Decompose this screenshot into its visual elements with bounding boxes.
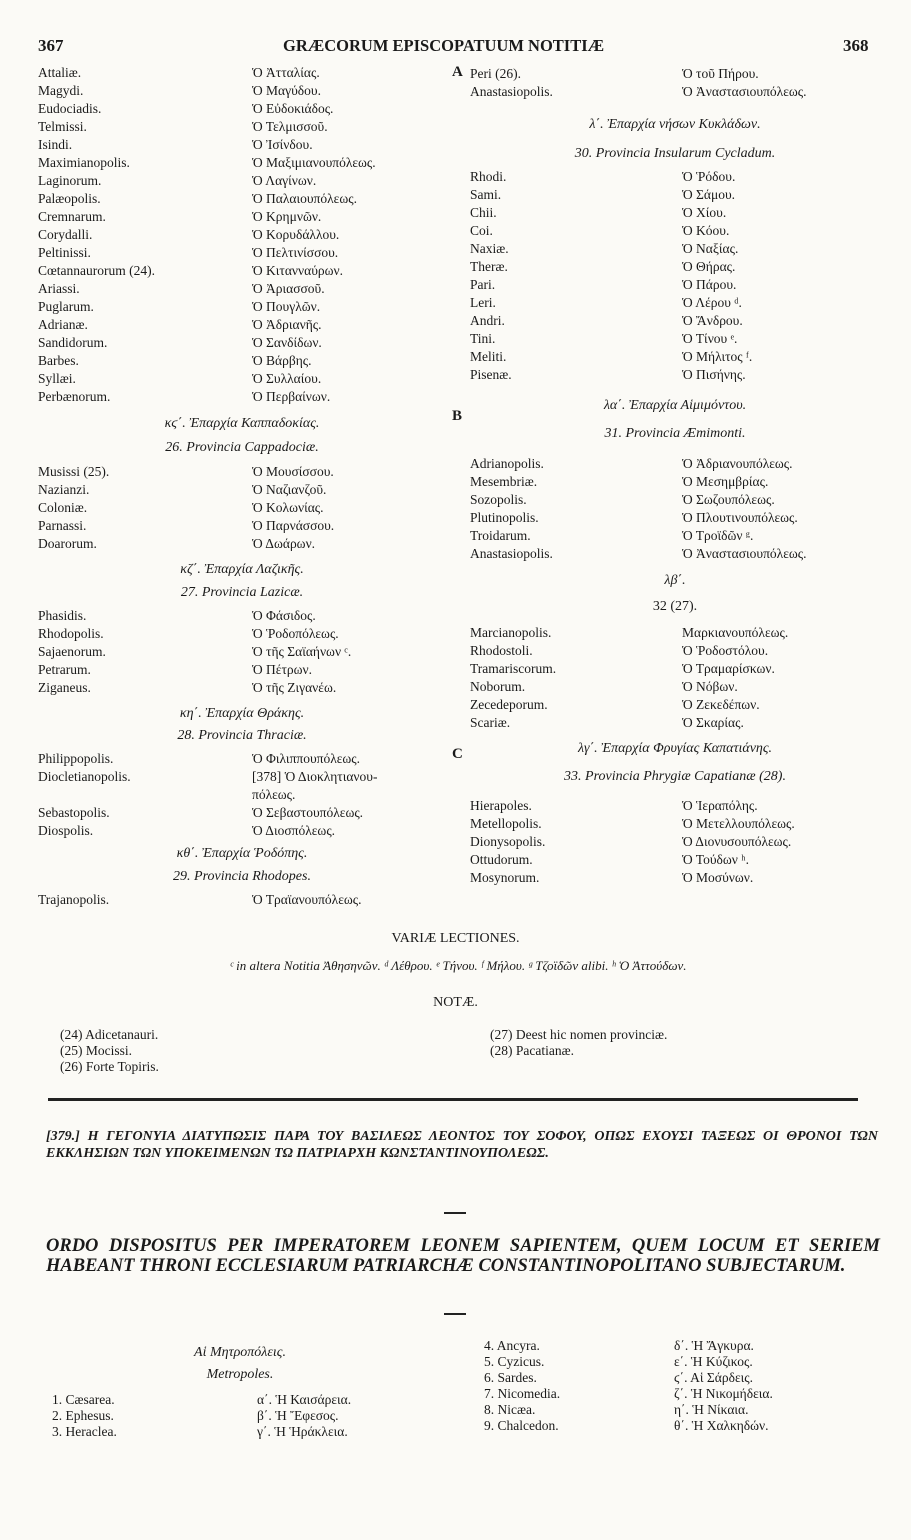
greek-see-name: Ὁ Ἀδριανουπόλεως. xyxy=(682,456,793,471)
entry-row xyxy=(38,481,334,499)
entry-row xyxy=(38,280,376,298)
left-list-rhodope xyxy=(38,891,362,909)
metropolis-latin: 5. Cyzicus. xyxy=(484,1354,545,1369)
metropolis-greek: η΄. Ἡ Νίκαια. xyxy=(674,1402,749,1417)
latin-see-name: Cremnarum. xyxy=(38,209,106,224)
greek-see-name: Ὁ Μουσίσσου. xyxy=(252,464,334,479)
greek-see-name: Ὁ Μοσύνων. xyxy=(682,870,754,885)
entry-row xyxy=(470,642,788,660)
latin-see-name: Perbænorum. xyxy=(38,389,111,404)
running-title: GRÆCORUM EPISCOPATUUM NOTITIÆ xyxy=(283,36,605,55)
latin-see-name: Chii. xyxy=(470,205,497,220)
entry-row xyxy=(38,298,376,316)
notae-title: NOTÆ. xyxy=(433,995,478,1010)
entry-row xyxy=(470,869,795,887)
greek-see-name: Ὁ Τραϊανουπόλεως. xyxy=(252,892,362,907)
greek-see-name: Ὁ Ζεκεδέπων. xyxy=(682,697,760,712)
latin-see-name: Scariæ. xyxy=(470,715,511,730)
entry-row xyxy=(38,334,376,352)
greek-see-name: Ὁ Παλαιουπόλεως. xyxy=(252,191,357,206)
metropolis-greek: ζ΄. Ἡ Νικομήδεια. xyxy=(674,1386,773,1401)
note-line: (24) Adicetanauri. xyxy=(60,1027,159,1042)
latin-see-name: Mosynorum. xyxy=(470,870,540,885)
greek-see-name: Ὁ Λέρου ᵈ. xyxy=(682,295,742,310)
latin-see-name: Rhodopolis. xyxy=(38,626,104,641)
entry-row xyxy=(38,352,376,370)
latin-see-name: Noborum. xyxy=(470,679,526,694)
latin-see-name: Rhodostoli. xyxy=(470,643,533,658)
section-rule xyxy=(48,1098,858,1101)
greek-see-name: Ὁ Κρημνῶν. xyxy=(252,209,322,224)
entry-row xyxy=(38,891,362,909)
greek-title: [379.] Η ΓΕΓΟΝΥΙΑ ΔΙΑΤΥΠΩΣΙΣ ΠΑΡΑ ΤΟΥ ΒΑΣΙΛΕΩΣ ΛΕΟΝΤΟΣ ΤΟΥ ΣΟΦΟΥ, ΟΠΩΣ ΕΧΟΥΣΙ ΤΑΞΕΩΣ ΟΙ ΘΡΟΝΟΙ ΤΩΝ ΕΚΚΛΗΣΙΩΝ ΤΩΝ ΥΠΟΚΕΙΜΕΝΩΝ ΤΩ ΠΑΤΡΙΑΡΧΗ ΚΩΝΣΤΑΝΤΙΝΟΥΠΟΛΕΩΣ. xyxy=(46,1129,878,1161)
greek-see-name: Ὁ Παρνάσσου. xyxy=(252,518,335,533)
metropolis-row xyxy=(484,1338,773,1354)
section-32-latin: 32 (27). xyxy=(652,599,698,614)
greek-see-name: Ὁ Πισήνης. xyxy=(682,367,746,382)
greek-see-name: Ὁ Πελτινίσσου. xyxy=(252,245,339,260)
metropolis-row xyxy=(52,1392,351,1408)
section-28-latin: 28. Provincia Thraciæ. xyxy=(177,728,307,743)
greek-see-name: Ὁ τοῦ Πήρου. xyxy=(682,66,759,81)
latin-see-name: Magydi. xyxy=(38,83,84,98)
entry-row xyxy=(38,517,334,535)
latin-see-name: Phasidis. xyxy=(38,608,87,623)
metropoles-right-list xyxy=(484,1338,773,1434)
latin-see-name: Hierapoles. xyxy=(470,798,532,813)
greek-see-name: Μαρκιανουπόλεως. xyxy=(682,625,789,640)
entry-row xyxy=(38,172,376,190)
entry-row xyxy=(470,851,795,869)
section-29-latin: 29. Provincia Rhodopes. xyxy=(173,869,311,884)
latin-see-name: Rhodi. xyxy=(470,169,507,184)
greek-see-name: Ὁ Συλλαίου. xyxy=(252,371,322,386)
entry-row xyxy=(470,660,788,678)
metropolis-greek: γ΄. Ἡ Ἡράκλεια. xyxy=(257,1424,348,1439)
greek-see-name: Ὁ Κιτανναύρων. xyxy=(252,263,343,278)
greek-see-name: Ὁ Ναξίας. xyxy=(682,241,739,256)
entry-row xyxy=(38,768,377,786)
latin-see-name: Theræ. xyxy=(470,259,508,274)
latin-see-name: Parnassi. xyxy=(38,518,87,533)
latin-see-name: Mesembriæ. xyxy=(470,474,538,489)
entry-row xyxy=(38,316,376,334)
entry-row xyxy=(470,678,788,696)
greek-see-name: πόλεως. xyxy=(252,787,296,802)
entry-row xyxy=(470,491,807,509)
latin-see-name: Nazianzi. xyxy=(38,482,90,497)
latin-see-name: Palæopolis. xyxy=(38,191,101,206)
entry-row xyxy=(470,815,795,833)
latin-see-name: Ottudorum. xyxy=(470,852,533,867)
metropolis-row xyxy=(484,1370,773,1386)
latin-see-name: Peltinissi. xyxy=(38,245,91,260)
greek-see-name: Ὁ Βάρβης. xyxy=(252,353,312,368)
greek-see-name: Ὁ Τροϊδῶν ᵍ. xyxy=(682,528,754,543)
section-28-greek: κη΄. Ἐπαρχία Θράκης. xyxy=(179,706,305,721)
metropolis-latin: 6. Sardes. xyxy=(484,1370,537,1385)
latin-see-name: Pisenæ. xyxy=(470,367,512,382)
metropoles-left-list xyxy=(52,1392,351,1440)
latin-see-name: Syllæi. xyxy=(38,371,76,386)
entry-row xyxy=(38,154,376,172)
section-30-latin: 30. Provincia Insularum Cycladum. xyxy=(574,146,776,161)
greek-see-name: Ὁ Ῥόδου. xyxy=(682,169,736,184)
entry-row xyxy=(38,82,376,100)
greek-see-name: Ὁ Μήλιτος ᶠ. xyxy=(682,349,753,364)
latin-see-name: Pari. xyxy=(470,277,496,292)
entry-row xyxy=(38,190,376,208)
entry-row xyxy=(38,822,377,840)
latin-see-name: Troidarum. xyxy=(470,528,531,543)
metropolis-greek: ϛ΄. Αἱ Σάρδεις. xyxy=(674,1370,753,1385)
latin-see-name: Naxiæ. xyxy=(470,241,509,256)
greek-see-name: Ὁ Θήρας. xyxy=(682,259,736,274)
metropolis-latin: 9. Chalcedon. xyxy=(484,1418,559,1433)
greek-see-name: Ὁ Ἱεραπόλης. xyxy=(682,798,758,813)
latin-see-name xyxy=(38,786,252,804)
greek-see-name: Ὁ Τραμαρίσκων. xyxy=(682,661,775,676)
greek-see-name: Ὁ Ῥοδοστόλου. xyxy=(682,643,769,658)
greek-see-name: Ὁ Φιλιππουπόλεως. xyxy=(252,751,361,766)
entry-row xyxy=(38,804,377,822)
entry-row xyxy=(38,786,377,804)
entry-row xyxy=(470,833,795,851)
margin-letter-b: B xyxy=(452,408,463,424)
greek-see-name: Ὁ Πλουτινουπόλεως. xyxy=(682,510,798,525)
metropolis-greek: α΄. Ἡ Καισάρεια. xyxy=(257,1392,352,1407)
metropolis-latin: 1. Cæsarea. xyxy=(52,1392,115,1407)
metropolis-greek: θ΄. Ἡ Χαλκηδών. xyxy=(674,1418,769,1433)
metropolis-latin: 4. Ancyra. xyxy=(484,1338,540,1353)
latin-see-name: Ziganeus. xyxy=(38,680,91,695)
section-31-greek: λα΄. Ἐπαρχία Αἱμιμόντου. xyxy=(603,398,747,413)
entry-row xyxy=(38,118,376,136)
section-27-greek: κζ΄. Ἐπαρχία Λαζικῆς. xyxy=(180,562,304,577)
latin-see-name: Cœtannaurorum (24). xyxy=(38,263,155,278)
left-list-cappadocia xyxy=(38,463,334,553)
latin-see-name: Doarorum. xyxy=(38,536,97,551)
entry-row xyxy=(470,509,807,527)
latin-see-name: Andri. xyxy=(470,313,505,328)
greek-see-name: Ὁ Μαξιμιανουπόλεως. xyxy=(252,155,376,170)
latin-see-name: Adrianæ. xyxy=(38,317,88,332)
entry-row xyxy=(470,797,795,815)
entry-row xyxy=(470,222,752,240)
greek-see-name: Ὁ Ἀναστασιουπόλεως. xyxy=(682,546,807,561)
greek-see-name: Ὁ Διοσπόλεως. xyxy=(252,823,336,838)
metropolis-latin: 7. Nicomedia. xyxy=(484,1386,561,1401)
metropolis-row xyxy=(52,1408,351,1424)
latin-see-name: Dionysopolis. xyxy=(470,834,546,849)
latin-see-name: Sebastopolis. xyxy=(38,805,110,820)
entry-row xyxy=(38,244,376,262)
page-number-left: 367 xyxy=(38,36,64,55)
entry-row xyxy=(470,473,807,491)
latin-see-name: Philippopolis. xyxy=(38,751,114,766)
entry-row xyxy=(38,643,351,661)
margin-letter-c: C xyxy=(452,746,463,762)
latin-see-name: Petrarum. xyxy=(38,662,91,677)
entry-row xyxy=(38,136,376,154)
latin-see-name: Leri. xyxy=(470,295,496,310)
variae-title: VARIÆ LECTIONES. xyxy=(391,931,520,946)
greek-see-name: Ὁ τῆς Σαϊαήνων ᶜ. xyxy=(252,644,352,659)
section-27-latin: 27. Provincia Lazicæ. xyxy=(180,585,304,600)
greek-see-name: Ὁ Κολωνίας. xyxy=(252,500,324,515)
page-number-right: 368 xyxy=(843,36,869,55)
greek-see-name: Ὁ Σκαρίας. xyxy=(682,715,744,730)
greek-see-name: Ὁ Λαγίνων. xyxy=(252,173,317,188)
entry-row xyxy=(38,750,377,768)
entry-row xyxy=(38,625,351,643)
entry-row xyxy=(470,696,788,714)
entry-row xyxy=(38,607,351,625)
note-line: (28) Pacatianæ. xyxy=(490,1043,574,1058)
entry-row xyxy=(470,65,807,83)
latin-see-name: Meliti. xyxy=(470,349,507,364)
entry-row xyxy=(470,204,752,222)
greek-see-name: Ὁ Μεσημβρίας. xyxy=(682,474,769,489)
latin-see-name: Anastasiopolis. xyxy=(470,84,553,99)
section-29-greek: κθ΄. Ἐπαρχία Ῥοδόπης. xyxy=(176,846,308,861)
latin-see-name: Eudociadis. xyxy=(38,101,102,116)
greek-see-name: Ὁ Νόβων. xyxy=(682,679,738,694)
greek-see-name: Ὁ Σάμου. xyxy=(682,187,736,202)
greek-see-name: Ὁ Κορυδάλλου. xyxy=(252,227,340,242)
latin-see-name: Diospolis. xyxy=(38,823,94,838)
metropolis-row xyxy=(484,1402,773,1418)
greek-see-name: Ὁ Διονυσουπόλεως. xyxy=(682,834,792,849)
greek-see-name: Ὁ Τούδων ʰ. xyxy=(682,852,749,867)
note-line: (26) Forte Topiris. xyxy=(60,1059,159,1074)
latin-see-name: Sozopolis. xyxy=(470,492,527,507)
section-26-greek: κϛ΄. Ἐπαρχία Καππαδοκίας. xyxy=(164,416,320,431)
metropolis-row xyxy=(52,1424,351,1440)
metropolis-latin: 3. Heraclea. xyxy=(52,1424,117,1439)
note-line: (27) Deest hic nomen provinciæ. xyxy=(490,1027,668,1042)
metropolis-greek: ε΄. Ἡ Κύζικος. xyxy=(674,1354,753,1369)
greek-see-name: Ὁ Τελμισσοῦ. xyxy=(252,119,328,134)
greek-see-name: Ὁ Περβαίνων. xyxy=(252,389,331,404)
margin-letter-a: A xyxy=(452,64,463,80)
entry-row xyxy=(38,262,376,280)
metropoles-greek-head: Αἱ Μητροπόλεις. xyxy=(194,1345,286,1360)
metropolis-row xyxy=(484,1386,773,1402)
latin-see-name: Plutinopolis. xyxy=(470,510,539,525)
left-list-thracia xyxy=(38,750,377,840)
right-list-phrygia xyxy=(470,797,795,887)
latin-see-name: Zecedeporum. xyxy=(470,697,548,712)
latin-title: ORDO DISPOSITUS PER IMPERATOREM LEONEM SAPIENTEM, QUEM LOCUM ET SERIEM HABEANT THRONI ECCLESIARUM PATRIARCHÆ CONSTANTINOPOLITANO SUBJECTARUM. xyxy=(46,1236,880,1276)
latin-see-name: Sami. xyxy=(470,187,502,202)
latin-see-name: Ariassi. xyxy=(38,281,80,296)
greek-see-name: Ὁ Ναζιανζοῦ. xyxy=(252,482,327,497)
entry-row xyxy=(470,545,807,563)
latin-see-name: Anastasiopolis. xyxy=(470,546,553,561)
greek-see-name: Ὁ Ἀριασσοῦ. xyxy=(252,281,325,296)
latin-see-name: Puglarum. xyxy=(38,299,94,314)
entry-row xyxy=(470,348,752,366)
greek-see-name: Ὁ Τίνου ᵉ. xyxy=(682,331,738,346)
notae-left xyxy=(60,1027,159,1075)
variae-line: ᶜ in altera Notitia Ἀθησηνῶν. ᵈ Λέθρου. ᵉ Τήνου. ᶠ Μήλου. ᵍ Τζοϊδῶν alibi. ʰ Ὁ Ἀττούδων. xyxy=(229,958,687,973)
entry-row xyxy=(470,366,752,384)
metropolis-row xyxy=(484,1418,773,1434)
left-list-pamphylia xyxy=(38,64,376,406)
entry-row xyxy=(470,258,752,276)
latin-see-name: Maximianopolis. xyxy=(38,155,130,170)
greek-see-name: Ὁ Ἀναστασιουπόλεως. xyxy=(682,84,807,99)
note-line: (25) Mocissi. xyxy=(60,1043,132,1058)
entry-row xyxy=(38,499,334,517)
greek-see-name: Ὁ Ῥοδοπόλεως. xyxy=(252,626,339,641)
entry-row xyxy=(38,388,376,406)
latin-see-name: Diocletianopolis. xyxy=(38,769,131,784)
greek-see-name: Ὁ Μετελλουπόλεως. xyxy=(682,816,795,831)
metropoles-latin-head: Metropoles. xyxy=(206,1367,274,1382)
right-list-aemimontus xyxy=(470,455,807,563)
right-list-cyclades xyxy=(470,168,752,384)
section-33-latin: 33. Provincia Phrygiæ Capatianæ (28). xyxy=(564,769,786,784)
left-list-lazica xyxy=(38,607,351,697)
entry-row xyxy=(38,370,376,388)
entry-row xyxy=(38,535,334,553)
greek-see-name: Ὁ Ἀδριανῆς. xyxy=(252,317,322,332)
latin-see-name: Marcianopolis. xyxy=(470,625,552,640)
latin-see-name: Coloniæ. xyxy=(38,500,88,515)
latin-see-name: Barbes. xyxy=(38,353,79,368)
entry-row xyxy=(470,240,752,258)
section-33-greek: λγ΄. Ἐπαρχία Φρυγίας Καπατιάνης. xyxy=(577,741,773,756)
metropolis-greek: β΄. Ἡ Ἔφεσος. xyxy=(257,1408,339,1423)
entry-row xyxy=(38,100,376,118)
entry-row xyxy=(38,64,376,82)
latin-see-name: Trajanopolis. xyxy=(38,892,110,907)
entry-row xyxy=(470,294,752,312)
greek-see-name: Ὁ Σανδίδων. xyxy=(252,335,322,350)
latin-see-name: Laginorum. xyxy=(38,173,102,188)
greek-see-name: Ὁ τῆς Ζιγανέω. xyxy=(252,680,337,695)
metropolis-latin: 2. Ephesus. xyxy=(52,1408,114,1423)
entry-row xyxy=(470,83,807,101)
section-32-greek: λβ΄. xyxy=(664,573,686,588)
greek-see-name: Ὁ Σωζουπόλεως. xyxy=(682,492,775,507)
greek-see-name: Ὁ Πέτρων. xyxy=(252,662,312,677)
greek-see-name: Ὁ Πουγλῶν. xyxy=(252,299,321,314)
greek-see-name: Ὁ Δωάρων. xyxy=(252,536,316,551)
right-list-top xyxy=(470,65,807,101)
section-26-latin: 26. Provincia Cappadociæ. xyxy=(165,440,319,455)
greek-see-name: Ὁ Ἰσίνδου. xyxy=(252,137,313,152)
latin-see-name: Metellopolis. xyxy=(470,816,542,831)
entry-row xyxy=(38,463,334,481)
entry-row xyxy=(38,661,351,679)
latin-see-name: Tini. xyxy=(470,331,496,346)
latin-see-name: Attaliæ. xyxy=(38,65,82,80)
section-31-latin: 31. Provincia Æmimonti. xyxy=(604,426,746,441)
metropolis-row xyxy=(484,1354,773,1370)
latin-see-name: Corydalli. xyxy=(38,227,93,242)
entry-row xyxy=(470,168,752,186)
greek-see-name: Ὁ Μαγύδου. xyxy=(252,83,321,98)
entry-row xyxy=(470,312,752,330)
latin-see-name: Sajaenorum. xyxy=(38,644,106,659)
entry-row xyxy=(470,527,807,545)
greek-see-name: Ὁ Σεβαστουπόλεως. xyxy=(252,805,364,820)
greek-see-name: [378] Ὁ Διοκλητιανου- xyxy=(252,769,378,784)
entry-row xyxy=(38,226,376,244)
latin-see-name: Adrianopolis. xyxy=(470,456,544,471)
greek-see-name: Ὁ Ἄνδρου. xyxy=(682,313,743,328)
entry-row xyxy=(38,208,376,226)
entry-row xyxy=(470,624,788,642)
dash-2 xyxy=(444,1313,466,1315)
entry-row xyxy=(470,714,788,732)
entry-row xyxy=(470,455,807,473)
section-30-greek: λ΄. Ἐπαρχία νήσων Κυκλάδων. xyxy=(589,117,761,132)
entry-row xyxy=(470,186,752,204)
latin-see-name: Tramariscorum. xyxy=(470,661,557,676)
greek-see-name: Ὁ Κόου. xyxy=(682,223,730,238)
greek-see-name: Ὁ Φάσιδος. xyxy=(252,608,316,623)
entry-row xyxy=(470,276,752,294)
latin-see-name: Isindi. xyxy=(38,137,73,152)
dash-1 xyxy=(444,1212,466,1214)
latin-see-name: Telmissi. xyxy=(38,119,87,134)
latin-see-name: Sandidorum. xyxy=(38,335,108,350)
greek-see-name: Ὁ Ἀτταλίας. xyxy=(252,65,320,80)
entry-row xyxy=(470,330,752,348)
latin-see-name: Coi. xyxy=(470,223,493,238)
metropolis-greek: δ΄. Ἡ Ἄγκυρα. xyxy=(674,1338,754,1353)
metropolis-latin: 8. Nicæa. xyxy=(484,1402,536,1417)
greek-see-name: Ὁ Εὐδοκιάδος. xyxy=(252,101,334,116)
right-list-32 xyxy=(470,624,788,732)
notae-right xyxy=(490,1027,667,1059)
greek-see-name: Ὁ Χίου. xyxy=(682,205,727,220)
entry-row xyxy=(38,679,351,697)
latin-see-name: Peri (26). xyxy=(470,66,521,81)
greek-see-name: Ὁ Πάρου. xyxy=(682,277,737,292)
latin-see-name: Musissi (25). xyxy=(38,464,110,479)
